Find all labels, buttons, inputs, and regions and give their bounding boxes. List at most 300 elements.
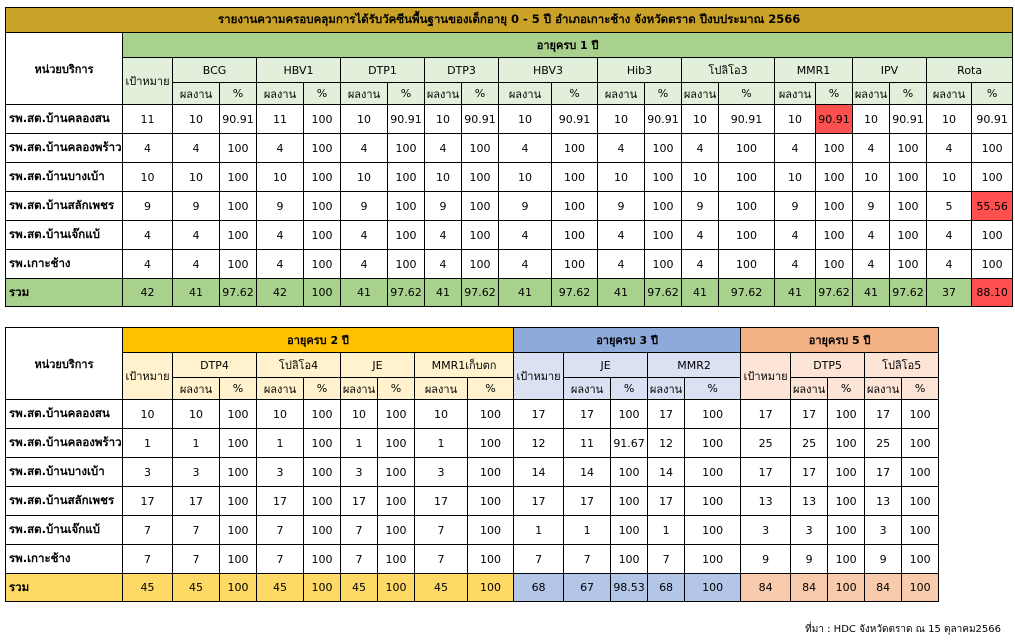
total-target: 42 — [123, 279, 173, 307]
result-value: 17 — [648, 400, 685, 429]
result-value: 4 — [499, 250, 552, 279]
result-value: 10 — [598, 163, 645, 192]
percent-value: 100 — [611, 400, 648, 429]
unit-name: รพ.สต.บ้านสลักเพชร — [6, 192, 123, 221]
total-percent: 97.62 — [388, 279, 425, 307]
percent-value: 100 — [304, 429, 341, 458]
percent-value: 100 — [890, 163, 927, 192]
result-value: 4 — [598, 221, 645, 250]
percent-value: 90.91 — [462, 105, 499, 134]
result-header: ผลงาน — [257, 378, 304, 400]
percent-value: 90.91 — [890, 105, 927, 134]
result-value: 4 — [853, 134, 890, 163]
target-value: 4 — [123, 250, 173, 279]
total-result: 68 — [648, 574, 685, 602]
result-value: 4 — [775, 250, 816, 279]
result-value: 10 — [425, 163, 462, 192]
percent-value: 100 — [719, 163, 775, 192]
percent-value: 100 — [304, 487, 341, 516]
result-value: 9 — [682, 192, 719, 221]
percent-value: 100 — [816, 250, 853, 279]
result-value: 4 — [499, 134, 552, 163]
result-value: 4 — [853, 221, 890, 250]
percent-value: 100 — [304, 516, 341, 545]
total-percent: 88.10 — [972, 279, 1013, 307]
target-value: 25 — [741, 429, 791, 458]
vaccine-header: HBV1 — [257, 58, 341, 83]
percent-value: 90.91 — [645, 105, 682, 134]
percent-value: 100 — [645, 250, 682, 279]
result-header: ผลงาน — [173, 378, 220, 400]
result-value: 4 — [257, 250, 304, 279]
total-percent: 100 — [902, 574, 939, 602]
total-percent: 97.62 — [645, 279, 682, 307]
percent-value: 91.67 — [611, 429, 648, 458]
percent-value: 100 — [816, 163, 853, 192]
percent-header: % — [552, 83, 598, 105]
result-value: 4 — [682, 134, 719, 163]
result-value: 4 — [341, 221, 388, 250]
percent-value: 100 — [902, 545, 939, 574]
target-value: 9 — [123, 192, 173, 221]
result-value: 4 — [257, 134, 304, 163]
percent-value: 100 — [552, 163, 598, 192]
vaccine-header: DTP3 — [425, 58, 499, 83]
total-label: รวม — [6, 574, 123, 602]
percent-value: 100 — [552, 250, 598, 279]
percent-value: 100 — [828, 400, 865, 429]
percent-value: 100 — [902, 516, 939, 545]
result-value: 7 — [173, 516, 220, 545]
result-value: 4 — [598, 250, 645, 279]
age-group-header: อายุครบ 1 ปี — [123, 33, 1013, 58]
result-value: 10 — [775, 163, 816, 192]
percent-value: 100 — [304, 192, 341, 221]
unit-name: รพ.สต.บ้านคลองสน — [6, 400, 123, 429]
percent-value: 100 — [220, 221, 257, 250]
result-header: ผลงาน — [648, 378, 685, 400]
result-value: 7 — [257, 545, 304, 574]
total-percent: 98.53 — [611, 574, 648, 602]
percent-value: 90.91 — [220, 105, 257, 134]
result-value: 1 — [341, 429, 378, 458]
percent-value: 100 — [685, 400, 741, 429]
unit-name: รพ.เกาะช้าง — [6, 250, 123, 279]
percent-value: 100 — [972, 163, 1013, 192]
percent-value: 100 — [719, 134, 775, 163]
result-header: ผลงาน — [564, 378, 611, 400]
result-value: 10 — [415, 400, 468, 429]
percent-value: 100 — [468, 545, 514, 574]
result-value: 17 — [341, 487, 378, 516]
total-percent: 97.62 — [220, 279, 257, 307]
percent-value: 100 — [685, 545, 741, 574]
target-value: 17 — [514, 400, 564, 429]
target-header: เป้าหมาย — [123, 58, 173, 105]
vaccine-header: โปลิโอ3 — [682, 58, 775, 83]
percent-value: 100 — [462, 250, 499, 279]
percent-value: 100 — [611, 458, 648, 487]
table-row — [6, 400, 939, 429]
result-value: 9 — [865, 545, 902, 574]
result-header: ผลงาน — [257, 83, 304, 105]
percent-value: 100 — [645, 134, 682, 163]
total-result: 41 — [425, 279, 462, 307]
total-result: 41 — [499, 279, 552, 307]
unit-name: รพ.เกาะช้าง — [6, 545, 123, 574]
vaccine-header: โปลิโอ4 — [257, 353, 341, 378]
percent-value: 100 — [902, 458, 939, 487]
percent-header: % — [685, 378, 741, 400]
percent-header: % — [828, 378, 865, 400]
target-value: 13 — [741, 487, 791, 516]
result-header: ผลงาน — [425, 83, 462, 105]
percent-value: 100 — [462, 221, 499, 250]
percent-value: 100 — [304, 221, 341, 250]
percent-value: 100 — [816, 221, 853, 250]
percent-value: 100 — [972, 221, 1013, 250]
percent-value: 100 — [220, 458, 257, 487]
result-value: 11 — [564, 429, 611, 458]
result-header: ผลงาน — [865, 378, 902, 400]
result-value: 10 — [257, 400, 304, 429]
vaccine-header: DTP4 — [173, 353, 257, 378]
total-result: 84 — [791, 574, 828, 602]
target-header: เป้าหมาย — [514, 353, 564, 400]
total-percent: 97.62 — [719, 279, 775, 307]
total-percent: 100 — [304, 279, 341, 307]
percent-value: 100 — [462, 192, 499, 221]
vaccine-header: MMR2 — [648, 353, 741, 378]
percent-value: 90.91 — [972, 105, 1013, 134]
percent-header: % — [972, 83, 1013, 105]
percent-value: 100 — [304, 134, 341, 163]
result-value: 7 — [341, 545, 378, 574]
result-value: 25 — [791, 429, 828, 458]
target-value: 7 — [123, 545, 173, 574]
result-value: 3 — [341, 458, 378, 487]
total-result: 41 — [341, 279, 388, 307]
total-result: 37 — [927, 279, 972, 307]
percent-header: % — [468, 378, 514, 400]
total-percent: 97.62 — [552, 279, 598, 307]
table-row — [6, 163, 1013, 192]
percent-header: % — [902, 378, 939, 400]
result-value: 10 — [173, 163, 220, 192]
percent-value: 100 — [388, 163, 425, 192]
result-value: 10 — [682, 163, 719, 192]
result-value: 10 — [341, 163, 388, 192]
percent-value: 100 — [828, 487, 865, 516]
percent-header: % — [388, 83, 425, 105]
percent-value: 100 — [890, 134, 927, 163]
result-value: 7 — [415, 516, 468, 545]
result-value: 4 — [598, 134, 645, 163]
percent-value: 100 — [378, 487, 415, 516]
result-value: 10 — [775, 105, 816, 134]
total-target: 84 — [741, 574, 791, 602]
total-row — [6, 279, 1013, 307]
result-value: 10 — [598, 105, 645, 134]
result-value: 7 — [257, 516, 304, 545]
result-header: ผลงาน — [341, 378, 378, 400]
percent-value: 90.91 — [552, 105, 598, 134]
percent-value: 100 — [902, 487, 939, 516]
result-value: 4 — [775, 134, 816, 163]
result-value: 9 — [173, 192, 220, 221]
result-value: 17 — [173, 487, 220, 516]
percent-value: 100 — [890, 221, 927, 250]
result-value: 10 — [499, 163, 552, 192]
result-value: 10 — [682, 105, 719, 134]
percent-value: 100 — [890, 250, 927, 279]
total-label: รวม — [6, 279, 123, 307]
vaccine-header: DTP5 — [791, 353, 865, 378]
percent-value: 100 — [816, 192, 853, 221]
result-value: 13 — [865, 487, 902, 516]
vaccine-header: IPV — [853, 58, 927, 83]
percent-value: 100 — [220, 192, 257, 221]
result-value: 10 — [173, 400, 220, 429]
target-value: 14 — [514, 458, 564, 487]
result-value: 17 — [415, 487, 468, 516]
unit-header: หน่วยบริการ — [6, 328, 123, 400]
result-header: ผลงาน — [598, 83, 645, 105]
unit-name: รพ.สต.บ้านเจ๊กแบ้ — [6, 516, 123, 545]
vaccine-header: HBV3 — [499, 58, 598, 83]
percent-value: 100 — [685, 429, 741, 458]
result-value: 4 — [173, 134, 220, 163]
target-header: เป้าหมาย — [123, 353, 173, 400]
result-value: 11 — [257, 105, 304, 134]
target-value: 3 — [741, 516, 791, 545]
percent-header: % — [304, 378, 341, 400]
total-percent: 97.62 — [816, 279, 853, 307]
unit-header: หน่วยบริการ — [6, 33, 123, 105]
result-value: 9 — [341, 192, 388, 221]
percent-value: 100 — [611, 516, 648, 545]
percent-value: 100 — [552, 134, 598, 163]
result-header: ผลงาน — [775, 83, 816, 105]
total-target: 45 — [123, 574, 173, 602]
percent-value: 100 — [378, 545, 415, 574]
result-value: 17 — [791, 400, 828, 429]
total-result: 67 — [564, 574, 611, 602]
percent-value: 100 — [462, 163, 499, 192]
result-value: 9 — [775, 192, 816, 221]
result-header: ผลงาน — [341, 83, 388, 105]
total-target: 68 — [514, 574, 564, 602]
table-row — [6, 429, 939, 458]
percent-value: 100 — [388, 192, 425, 221]
result-header: ผลงาน — [853, 83, 890, 105]
target-value: 17 — [514, 487, 564, 516]
percent-header: % — [719, 83, 775, 105]
percent-header: % — [378, 378, 415, 400]
result-value: 17 — [865, 458, 902, 487]
result-value: 7 — [564, 545, 611, 574]
target-value: 17 — [741, 458, 791, 487]
result-value: 7 — [341, 516, 378, 545]
result-value: 1 — [257, 429, 304, 458]
total-percent: 100 — [220, 574, 257, 602]
table-row — [6, 134, 1013, 163]
total-result: 41 — [682, 279, 719, 307]
percent-value: 100 — [685, 458, 741, 487]
percent-value: 100 — [828, 516, 865, 545]
result-value: 14 — [564, 458, 611, 487]
percent-header: % — [304, 83, 341, 105]
result-value: 9 — [791, 545, 828, 574]
table-row — [6, 105, 1013, 134]
age-group-header: อายุครบ 5 ปี — [741, 328, 939, 353]
target-value: 3 — [123, 458, 173, 487]
total-percent: 97.62 — [890, 279, 927, 307]
result-value: 9 — [425, 192, 462, 221]
percent-value: 100 — [388, 134, 425, 163]
percent-value: 55.56 — [972, 192, 1013, 221]
result-value: 17 — [791, 458, 828, 487]
percent-value: 100 — [220, 516, 257, 545]
result-value: 4 — [853, 250, 890, 279]
result-value: 1 — [564, 516, 611, 545]
result-value: 10 — [927, 105, 972, 134]
unit-name: รพ.สต.บ้านบางเบ้า — [6, 163, 123, 192]
table-row — [6, 487, 939, 516]
result-header: ผลงาน — [173, 83, 220, 105]
percent-value: 100 — [552, 221, 598, 250]
percent-value: 100 — [468, 429, 514, 458]
result-value: 4 — [927, 250, 972, 279]
result-value: 3 — [865, 516, 902, 545]
vaccine-header: MMR1เก็บตก — [415, 353, 514, 378]
result-value: 1 — [173, 429, 220, 458]
target-value: 9 — [741, 545, 791, 574]
percent-header: % — [220, 378, 257, 400]
percent-value: 100 — [816, 134, 853, 163]
vaccine-header: JE — [564, 353, 648, 378]
percent-header: % — [645, 83, 682, 105]
target-header: เป้าหมาย — [741, 353, 791, 400]
result-value: 3 — [415, 458, 468, 487]
total-result: 45 — [257, 574, 304, 602]
result-value: 17 — [648, 487, 685, 516]
result-value: 7 — [415, 545, 468, 574]
percent-value: 100 — [378, 429, 415, 458]
vaccine-header: Rota — [927, 58, 1013, 83]
result-value: 25 — [865, 429, 902, 458]
result-value: 1 — [415, 429, 468, 458]
result-value: 9 — [598, 192, 645, 221]
result-value: 14 — [648, 458, 685, 487]
percent-header: % — [611, 378, 648, 400]
result-value: 10 — [853, 105, 890, 134]
percent-value: 100 — [388, 221, 425, 250]
total-percent: 100 — [828, 574, 865, 602]
percent-value: 100 — [220, 163, 257, 192]
result-value: 9 — [499, 192, 552, 221]
total-percent: 100 — [468, 574, 514, 602]
result-value: 1 — [648, 516, 685, 545]
percent-header: % — [462, 83, 499, 105]
result-value: 4 — [341, 250, 388, 279]
table-row — [6, 250, 1013, 279]
total-result: 41 — [173, 279, 220, 307]
percent-header: % — [816, 83, 853, 105]
result-value: 3 — [257, 458, 304, 487]
percent-value: 100 — [220, 400, 257, 429]
percent-value: 100 — [828, 429, 865, 458]
target-value: 7 — [123, 516, 173, 545]
age2-5-coverage-table — [5, 327, 939, 602]
table-row — [6, 192, 1013, 221]
target-value: 4 — [123, 221, 173, 250]
total-result: 45 — [173, 574, 220, 602]
percent-value: 100 — [220, 487, 257, 516]
percent-value: 100 — [378, 516, 415, 545]
unit-name: รพ.สต.บ้านเจ๊กแบ้ — [6, 221, 123, 250]
unit-name: รพ.สต.บ้านคลองพร้าว — [6, 134, 123, 163]
result-value: 4 — [425, 250, 462, 279]
result-value: 10 — [341, 105, 388, 134]
percent-value: 100 — [719, 192, 775, 221]
total-percent: 100 — [378, 574, 415, 602]
unit-name: รพ.สต.บ้านคลองสน — [6, 105, 123, 134]
total-result: 41 — [598, 279, 645, 307]
percent-value: 100 — [611, 545, 648, 574]
result-header: ผลงาน — [415, 378, 468, 400]
percent-value: 100 — [304, 250, 341, 279]
table-row — [6, 516, 939, 545]
table-row — [6, 545, 939, 574]
target-value: 17 — [741, 400, 791, 429]
age1-coverage-table — [5, 7, 1013, 307]
percent-value: 100 — [972, 250, 1013, 279]
total-result: 41 — [853, 279, 890, 307]
target-value: 11 — [123, 105, 173, 134]
target-value: 10 — [123, 163, 173, 192]
percent-header: % — [220, 83, 257, 105]
result-value: 10 — [425, 105, 462, 134]
percent-value: 100 — [468, 487, 514, 516]
percent-value: 100 — [304, 105, 341, 134]
result-value: 9 — [257, 192, 304, 221]
result-value: 4 — [499, 221, 552, 250]
result-value: 4 — [341, 134, 388, 163]
result-header: ผลงาน — [682, 83, 719, 105]
target-value: 1 — [123, 429, 173, 458]
result-value: 17 — [564, 487, 611, 516]
total-result: 84 — [865, 574, 902, 602]
result-value: 10 — [927, 163, 972, 192]
result-value: 3 — [173, 458, 220, 487]
result-value: 10 — [499, 105, 552, 134]
vaccine-header: BCG — [173, 58, 257, 83]
age-group-header: อายุครบ 3 ปี — [514, 328, 741, 353]
percent-value: 100 — [388, 250, 425, 279]
total-result: 45 — [415, 574, 468, 602]
percent-value: 100 — [645, 221, 682, 250]
report-title: รายงานความครอบคลุมการได้รับวัคซีนพื้นฐานของเด็กอายุ 0 - 5 ปี อำเภอเกาะช้าง จังหวัดตราด ปีงบประมาณ 2566 — [6, 8, 1013, 33]
percent-value: 100 — [645, 192, 682, 221]
unit-name: รพ.สต.บ้านคลองพร้าว — [6, 429, 123, 458]
total-result: 42 — [257, 279, 304, 307]
total-percent: 100 — [685, 574, 741, 602]
percent-value: 100 — [685, 487, 741, 516]
percent-value: 100 — [972, 134, 1013, 163]
percent-value: 90.91 — [388, 105, 425, 134]
source-note: ที่มา : HDC จังหวัดตราด ณ 15 ตุลาคม2566 — [805, 624, 1001, 635]
